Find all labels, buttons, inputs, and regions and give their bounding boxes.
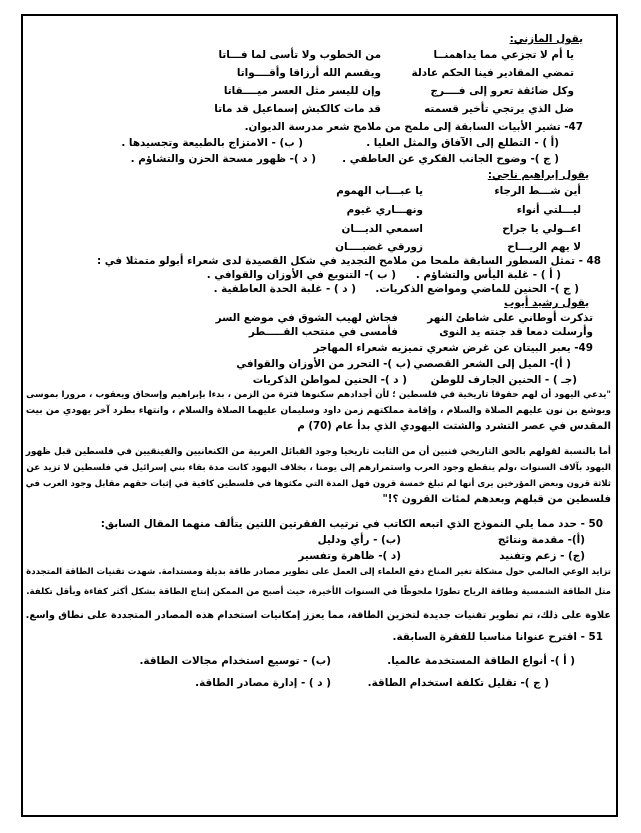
verse-second-half: ونهـــاري غيوم bbox=[346, 204, 423, 216]
verse-second-half: فجاش لهيب الشوق في موضع السر bbox=[215, 312, 398, 324]
passage1-line: "يدعي اليهود أن لهم حقوقا تاريخية في فلسطين ؛ لأن أجدادهم سكنوها فترة من الزمن ، بدءا بإبراهيم وإسحاق ويعقوب ، مرورا بموسى bbox=[26, 390, 611, 400]
q48-option-b[interactable]: ( ب )- التنويع في الأوزان والقوافي . bbox=[206, 269, 396, 281]
q48-option-c[interactable]: ( ج )- الحنين للماضي ومواضع الذكريات. bbox=[375, 283, 579, 295]
q50-option-c[interactable]: (ج) - زعم وتفنيد bbox=[499, 550, 585, 562]
verse-first-half: تذكرت أوطاني على شاطئ النهر bbox=[427, 312, 593, 324]
verse-first-half: لا يهم الريـــاح bbox=[507, 241, 581, 253]
passage3-line: مثل الطاقة الشمسية وطاقة الرياح تطورًا ملحوظًا في السنوات الأخيرة، حيث أصبح من الممكن إنتاج الطاقة بشكل أكثر كفاءة وبأقل تكلفة. bbox=[26, 587, 611, 597]
section-heading-mazini: يقول المازني: bbox=[509, 33, 583, 45]
passage1-line: المقدس في عصر التشرد والشتت اليهودي الذي بدأ عام (70) م bbox=[297, 421, 611, 432]
verse-second-half: اسمعي الديـــان bbox=[341, 223, 423, 235]
verse-second-half: ويقسم الله أرزاقا وأقــــواتا bbox=[236, 67, 381, 79]
verse-second-half: فأمسى في منتحب القـــــطر bbox=[248, 326, 398, 338]
verse-first-half: اعــولي يا جراح bbox=[502, 223, 581, 235]
passage2-line: فلسطين من قبلهم وبعدهم لمئات القرون ؟!" bbox=[382, 494, 611, 505]
verse-second-half: من الخطوب ولا تأسى لما فـــاتا bbox=[218, 49, 381, 61]
q49-option-d[interactable]: ( د )- الحنين لمواطن الذكريات bbox=[252, 374, 407, 386]
q50-option-a[interactable]: (أ)- مقدمة ونتائج bbox=[497, 534, 585, 546]
q51-option-c[interactable]: ( ج )- تقليل تكلفة استخدام الطاقة. bbox=[367, 677, 549, 689]
passage3-line: علاوة على ذلك، تم تطوير تقنيات جديدة لتخزين الطاقة، مما يعزز إمكانيات استخدام هذه المصادر المتجددة على نطاق واسع. bbox=[25, 610, 611, 621]
q47-option-b[interactable]: ( ب) - الامتزاج بالطبيعة وتجسيدها . bbox=[121, 137, 303, 149]
passage2-line: ثلاثة قرون وبعض المؤرخين يرى أنها لم تبلغ خمسة قرون فهل المدة التي مكثوها في فلسطين كافية في إثبات حقهم مقابل وجود العرب في bbox=[25, 479, 611, 489]
question-51-stem: 51 - اقترح عنوانا مناسبا للفقرة السابقة. bbox=[392, 631, 603, 643]
passage2-line: أما بالنسبة لقولهم بالحق التاريخي فنبين أن من الثابت تاريخيا وجود القبائل العربية من الكنعانيين والفينقيين في فلسطين قبل ظهور bbox=[25, 447, 611, 457]
q50-option-d[interactable]: (د )- ظاهرة وتفسير bbox=[298, 550, 401, 562]
q51-option-b[interactable]: (ب) - توسيع استخدام مجالات الطاقة. bbox=[139, 655, 331, 667]
passage2-line: اليهود بآلاف السنوات ،ولم ينقطع وجود العرب واستمرارهم إلى يومنا ، بخلاف اليهود كانت مدة بقاء بني إسرائيل في فلسطين لا تزيد عن bbox=[26, 463, 611, 473]
question-48-stem: 48 - تمثل السطور السابقة ملمحا من ملامح التجديد في شكل القصيدة لدى شعراء أبولو متمثلا في : bbox=[97, 255, 601, 267]
q49-option-b[interactable]: (ب )- التحرر من الأوزان والقوافي bbox=[236, 358, 411, 370]
q47-option-c[interactable]: ( ج )- وضوح الجانب الفكري عن العاطفي . bbox=[342, 153, 559, 165]
passage1-line: ويوشع بن نون عليهم الصلاة والسلام ، وإقامة مملكتهم زمن داود وسليمان عليهما الصلاة والسلام ، وانتهاء بطرد آخر يهودي من بيت bbox=[25, 406, 611, 416]
q48-option-a[interactable]: ( أ ) - غلبة اليأس والتشاؤم . bbox=[415, 269, 561, 281]
verse-first-half: تمضي المقادير فينا الحكم عادلة bbox=[411, 67, 574, 79]
verse-first-half: ضل الذي يرتجي تأخير قسمته bbox=[424, 103, 574, 115]
passage3-line: تزايد الوعي العالمي حول مشكلة تغير المناخ دفع العلماء إلى العمل على تطوير مصادر طاقة بديلة ومستدامة. شهدت تقنيات الطاقة المتجددة bbox=[26, 567, 611, 577]
question-49-stem: 49- يعبر البيتان عن غرض شعري تميزيه شعراء المهاجر bbox=[313, 342, 593, 354]
q49-option-c[interactable]: (جـ ) - الحنين الجارف للوطن bbox=[430, 374, 577, 386]
verse-second-half: يا عبـــاب الهموم bbox=[336, 185, 423, 197]
q49-option-a[interactable]: ( أ)- الميل إلى الشعر القصصي bbox=[413, 358, 571, 370]
verse-first-half: ليـــلتي أنواء bbox=[516, 204, 581, 216]
q47-option-d[interactable]: ( د )- ظهور مسحة الحزن والتشاؤم . bbox=[130, 153, 316, 165]
verse-second-half: وإن لليسر مثل العسر ميــــقاتا bbox=[223, 85, 381, 97]
verse-first-half: أين شـــط الرجاء bbox=[494, 185, 581, 197]
section-heading-ayoub: يقول رشيد أيوب bbox=[503, 297, 589, 309]
verse-second-half: زورقي غضبــــان bbox=[335, 241, 423, 253]
verse-second-half: قد مات كالكبش إسماعيل قد ماتا bbox=[214, 103, 381, 115]
verse-first-half: يا أم لا تجزعي مما يداهمنــا bbox=[433, 49, 574, 61]
q51-option-d[interactable]: ( د ) - إدارة مصادر الطاقة. bbox=[195, 677, 331, 689]
verse-first-half: وكل ضائقة تعرو إلى فــــرج bbox=[430, 85, 574, 97]
question-50-stem: 50 - حدد مما يلي النموذج الذي اتبعه الكاتب في ترتيب الفقرتين اللتين يتألف منهما المقال السابق: bbox=[100, 518, 603, 530]
q48-option-d[interactable]: ( د ) - غلبة الحدة العاطفية . bbox=[213, 283, 356, 295]
question-47-stem: 47- تشير الأبيات السابقة إلى ملمح من ملامح شعر مدرسة الديوان. bbox=[244, 121, 583, 133]
q50-option-b[interactable]: (ب) - رأي ودليل bbox=[317, 534, 401, 546]
verse-first-half: وأرسلت دمعا قد جنته يد النوى bbox=[439, 326, 593, 338]
q47-option-a[interactable]: (أ ) - التطلع إلى الآفاق والمثل العليا . bbox=[366, 137, 559, 149]
q51-option-a[interactable]: ( أ )- أنواع الطاقة المستخدمة عالميا. bbox=[387, 655, 575, 667]
section-heading-nagi: يقول إبراهيم ناجي: bbox=[487, 169, 589, 181]
